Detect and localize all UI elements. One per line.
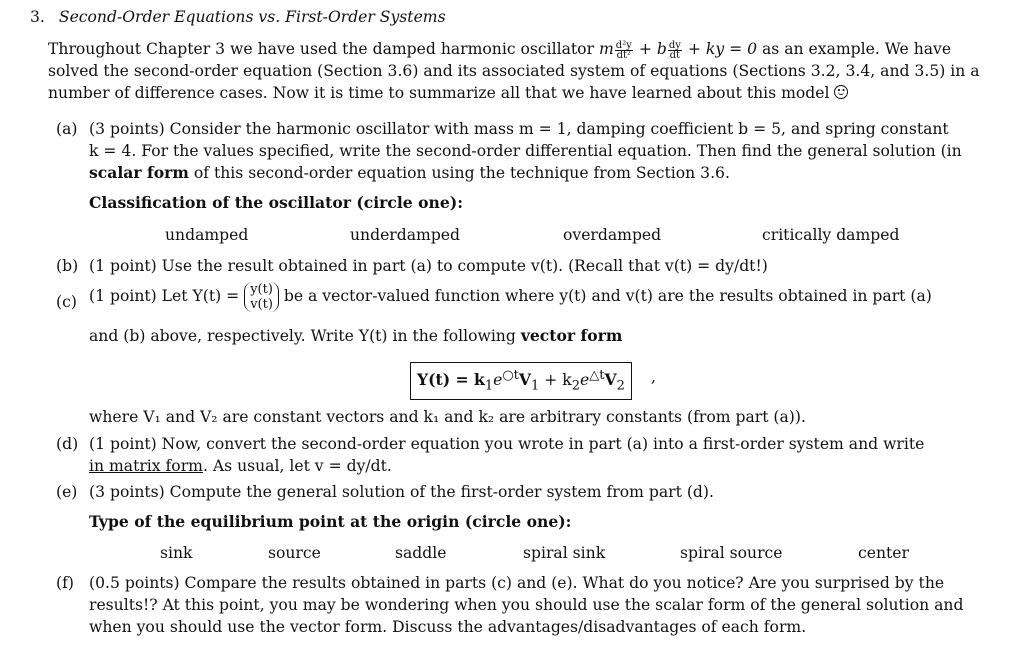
frac-d2y-dt2 xyxy=(615,41,633,60)
choice-critically-damped[interactable]: critically damped xyxy=(762,226,900,244)
choice-underdamped[interactable]: underdamped xyxy=(350,226,461,244)
intro-text: Throughout Chapter 3 we have used the damped harmonic oscillator xyxy=(48,40,595,58)
frac-top: d²y xyxy=(615,39,632,51)
part-d-label: (d) xyxy=(56,435,79,453)
eq-rest: + ky = 0 xyxy=(682,40,758,58)
intro-text: number of difference cases. Now it is time to summarize all that we have learned about this model xyxy=(48,84,830,102)
frac-bottom: dt xyxy=(669,49,681,61)
problem-number: 3. xyxy=(30,8,45,26)
frac-top: dy xyxy=(668,39,681,51)
vector-form-label: vector form xyxy=(520,326,623,345)
part-a-line-3-rest: of this second-order equation using the technique from Section 3.6. xyxy=(188,164,730,182)
part-a-line-3 xyxy=(89,162,994,184)
part-f-body xyxy=(89,572,994,638)
part-c-label: (c) xyxy=(56,293,77,311)
vector-bottom: v(t) xyxy=(250,297,273,312)
choice-source[interactable]: source xyxy=(268,544,321,562)
part-f-label: (f) xyxy=(56,574,74,592)
part-e-label: (e) xyxy=(56,483,78,501)
part-d-line-2-rest: . As usual, let v = dy/dt. xyxy=(202,457,392,475)
intro-line-2: solved the second-order equation (Section 3.6) and its associated system of equations (Sections 3.2, 3.4, and 3.5) in a xyxy=(48,62,980,80)
v2-sub: 2 xyxy=(616,378,625,394)
part-c-text-b: be a vector-valued function where y(t) and v(t) are the results obtained in part (a) xyxy=(283,287,932,305)
part-f-line-2: results!? At this point, you may be wondering when you should use the scalar form of the general solution and xyxy=(89,596,964,614)
intro-text: as an example. We have xyxy=(757,40,952,58)
choice-saddle[interactable]: saddle xyxy=(395,544,447,562)
intro-line-1 xyxy=(48,38,988,60)
vector-v2: V xyxy=(604,370,617,390)
part-f-line-3: when you should use the vector form. Discuss the advantages/disadvantages of each form. xyxy=(89,618,807,636)
vector-top: y(t) xyxy=(250,282,273,297)
choice-spiral-source[interactable]: spiral source xyxy=(680,544,783,562)
problem-title-text: Second-Order Equations vs. First-Order Systems xyxy=(58,8,446,26)
part-a-body xyxy=(89,118,994,184)
boxed-trail: , xyxy=(651,368,656,386)
circle-exponent: ○t xyxy=(502,368,519,383)
part-e-text: (3 points) Compute the general solution of the first-order system from part (d). xyxy=(89,483,714,501)
part-b-label: (b) xyxy=(56,257,79,275)
vector-v1: V xyxy=(518,370,532,390)
part-c-line-2-text: and (b) above, respectively. Write Y(t) in the following xyxy=(89,327,516,345)
intro-paragraph xyxy=(48,38,988,104)
part-d-body xyxy=(89,433,994,477)
choice-overdamped[interactable]: overdamped xyxy=(563,226,662,244)
part-a-label: (a) xyxy=(56,120,78,138)
exp-base-1: e xyxy=(493,371,503,390)
exp-base-2: e xyxy=(580,371,590,390)
part-c-line-1 xyxy=(89,282,932,312)
part-a-line-2: k = 4. For the values specified, write the second-order differential equation. Then find the general solution (in xyxy=(89,142,962,160)
smiley-icon xyxy=(834,85,848,99)
part-c-line-2 xyxy=(89,325,622,347)
vector-y-v xyxy=(244,282,279,312)
eq-lhs: Y(t) = k xyxy=(417,370,485,390)
choice-spiral-sink[interactable]: spiral sink xyxy=(523,544,606,562)
intro-line-3 xyxy=(48,82,988,104)
choice-undamped[interactable]: undamped xyxy=(165,226,249,244)
classification-label: Classification of the oscillator (circle one): xyxy=(89,193,463,212)
scalar-form-label: scalar form xyxy=(89,163,189,182)
sub-1: 1 xyxy=(484,378,494,394)
frac-dy-dt xyxy=(668,41,682,60)
v1-sub: 1 xyxy=(531,378,540,394)
part-a-line-1: (3 points) Consider the harmonic oscillator with mass m = 1, damping coefficient b = 5, and spring constant xyxy=(89,120,949,138)
eq-plus: + k xyxy=(539,371,572,390)
problem-title xyxy=(30,6,446,28)
boxed-vector-equation xyxy=(410,362,632,400)
part-d-line-2 xyxy=(89,455,994,477)
frac-bottom: dt² xyxy=(616,49,632,61)
matrix-form-label: in matrix form xyxy=(89,457,203,475)
part-c-line-3: where V₁ and V₂ are constant vectors and k₁ and k₂ are arbitrary constants (from part (a)). xyxy=(89,408,806,426)
choice-center[interactable]: center xyxy=(858,544,909,562)
part-b-text: (1 point) Use the result obtained in part (a) to compute v(t). (Recall that v(t) = dy/dt!) xyxy=(89,257,768,275)
choice-sink[interactable]: sink xyxy=(160,544,193,562)
part-f-line-1: (0.5 points) Compare the results obtained in parts (c) and (e). What do you notice? Are you surprised by the xyxy=(89,574,945,592)
part-d-line-1: (1 point) Now, convert the second-order equation you wrote in part (a) into a first-order system and write xyxy=(89,435,925,453)
eq-b: + b xyxy=(633,40,667,58)
eq-m: m xyxy=(599,40,614,58)
sub-2: 2 xyxy=(571,378,581,394)
equilibrium-label: Type of the equilibrium point at the origin (circle one): xyxy=(89,512,572,531)
triangle-exponent: △t xyxy=(589,368,605,383)
part-c-text-a: (1 point) Let Y(t) = xyxy=(89,287,240,305)
